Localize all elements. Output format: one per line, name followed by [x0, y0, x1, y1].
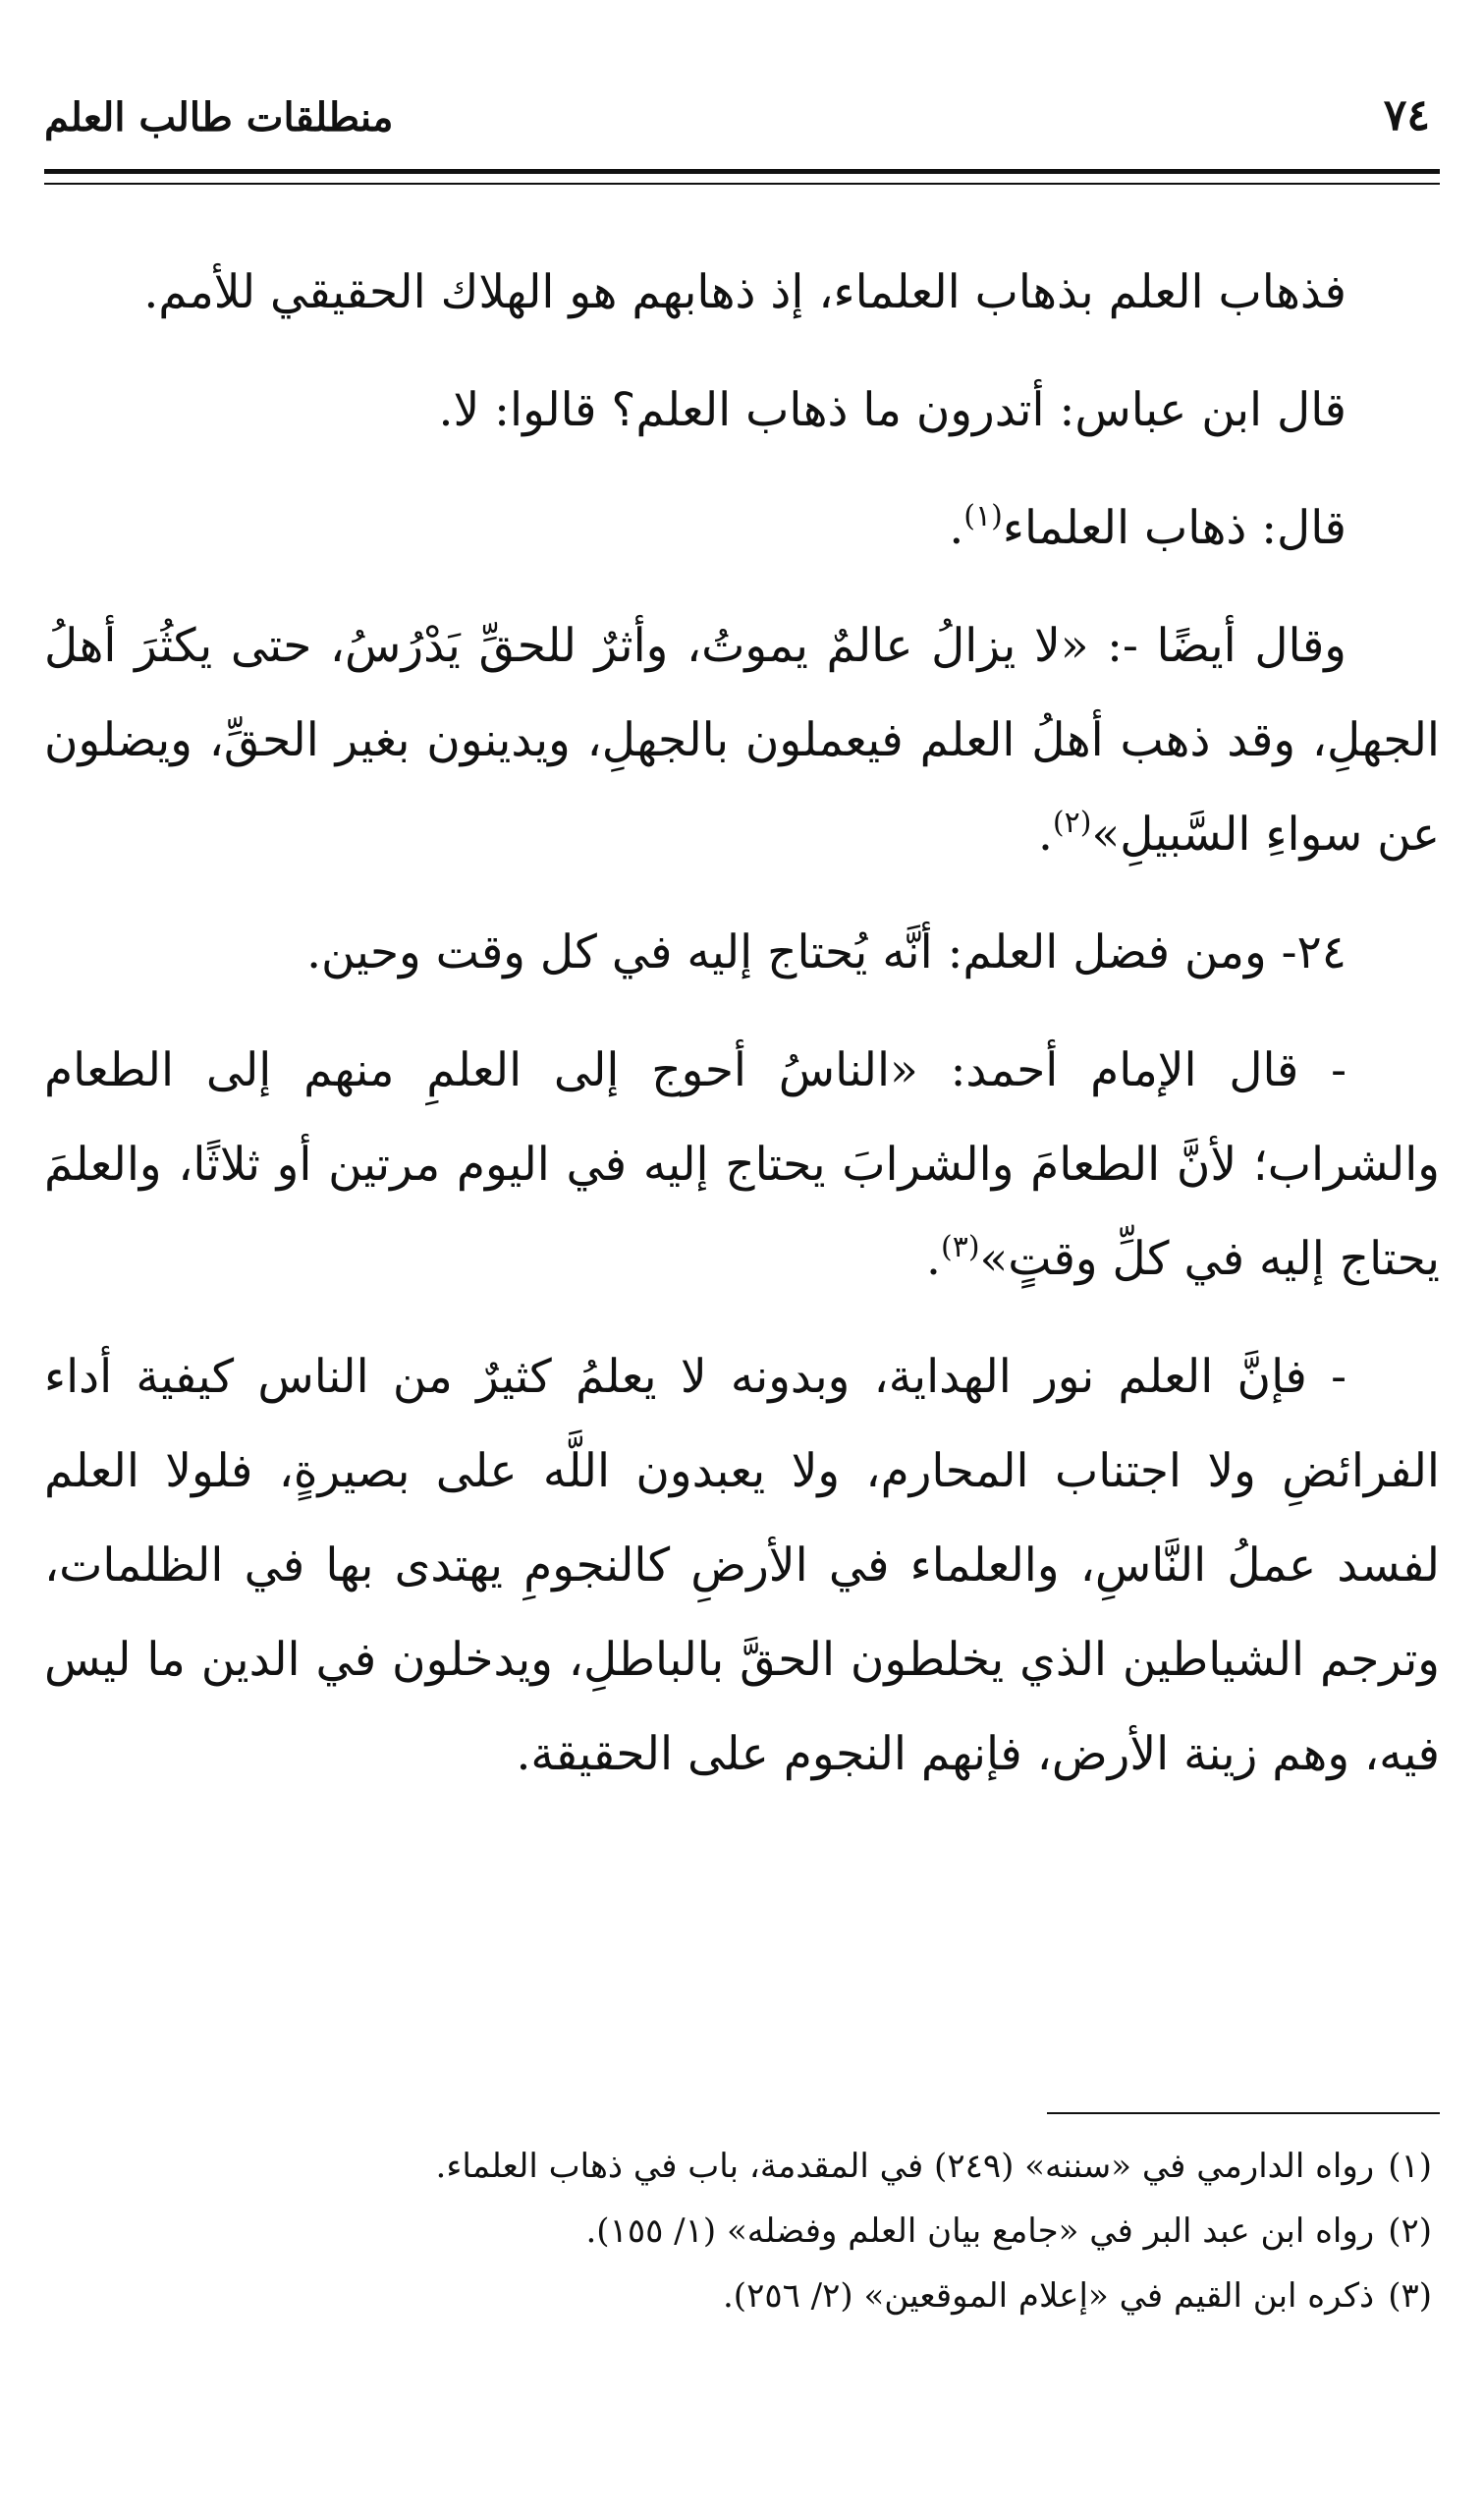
footnote-1-mark: (١): [1388, 2147, 1432, 2186]
footnote-3: [44, 2266, 1440, 2325]
body-text: [44, 246, 1440, 1802]
footnote-2-text: رواه ابن عبد البر في «جامع بيان العلم وفضله» (١/ ١٥٥).: [585, 2211, 1375, 2251]
paragraph-6-text: - قال الإمام أحمد: «الناسُ أحوج إلى العلمِ منهم إلى الطعام والشراب؛ لأنَّ الطعامَ والشرابَ يحتاج إليه في اليوم مرتين أو ثلاثًا، والعلمَ يحتاج إليه في كلِّ وقتٍ»: [44, 1043, 1440, 1286]
footnotes: [44, 2137, 1440, 2331]
footnote-1: [44, 2137, 1440, 2196]
footnote-3-text: ذكره ابن القيم في «إعلام الموقعين» (٢/ ٢٥٦).: [723, 2276, 1375, 2316]
paragraph-4-end: .: [1037, 808, 1053, 862]
running-title: منطلقات طالب العلم: [44, 94, 394, 140]
footnote-2: [44, 2202, 1440, 2261]
footnote-ref-2: (٢): [1052, 806, 1092, 840]
paragraph-3: [44, 481, 1440, 576]
header-rule-thin: [44, 183, 1440, 185]
header-rule-thick: [44, 169, 1440, 174]
footnote-2-mark: (٢): [1388, 2211, 1432, 2251]
paragraph-7: - فإنَّ العلم نور الهداية، وبدونه لا يعلمُ كثيرٌ من الناس كيفية أداء الفرائضِ ولا اجتناب المحارم، ولا يعبدون اللَّه على بصيرةٍ، فلولا العلم لفسد عملُ النَّاسِ، والعلماء في الأرضِ كالنجومِ يهتدى بها في الظلمات، وترجم الشياطين الذي يخلطون الحقَّ بالباطلِ، ويدخلون في الدين ما ليس فيه، وهم زينة الأرض، فإنهم النجوم على الحقيقة.: [44, 1350, 1440, 1781]
footnote-1-text: رواه الدارمي في «سننه» (٢٤٩) في المقدمة، باب في ذهاب العلماء.: [435, 2147, 1375, 2186]
paragraph-4-text: وقال أيضًا -: «لا يزالُ عالمٌ يموتُ، وأثرٌ للحقِّ يَدْرُسُ، حتى يكثُرَ أهلُ الجهلِ، وقد ذهب أهلُ العلم فيعملون بالجهلِ، ويدينون بغير الحقِّ، ويضلون عن سواءِ السَّبيلِ»: [44, 619, 1440, 862]
paragraph-4: [44, 599, 1440, 882]
footnote-ref-1: (١): [963, 499, 1003, 533]
paragraph-1: فذهاب العلم بذهاب العلماء، إذ ذهابهم هو الهلاك الحقيقي للأمم.: [143, 265, 1347, 319]
paragraph-6: [44, 1024, 1440, 1307]
footnote-separator: [1047, 2112, 1440, 2114]
page-header: [44, 90, 1440, 169]
paragraph-2: قال ابن عباس: أتدرون ما ذهاب العلم؟ قالوا: لا.: [438, 383, 1347, 437]
page-number: ٧٤: [1383, 90, 1430, 140]
footnote-ref-3: (٣): [940, 1230, 980, 1264]
paragraph-5: ٢٤- ومن فضل العلم: أنَّه يُحتاج إليه في كل وقت وحين.: [306, 925, 1347, 979]
paragraph-3-text: قال: ذهاب العلماء: [1002, 501, 1347, 555]
paragraph-3-end: .: [949, 501, 964, 555]
footnote-3-mark: (٣): [1388, 2276, 1432, 2316]
paragraph-6-end: .: [926, 1232, 941, 1286]
